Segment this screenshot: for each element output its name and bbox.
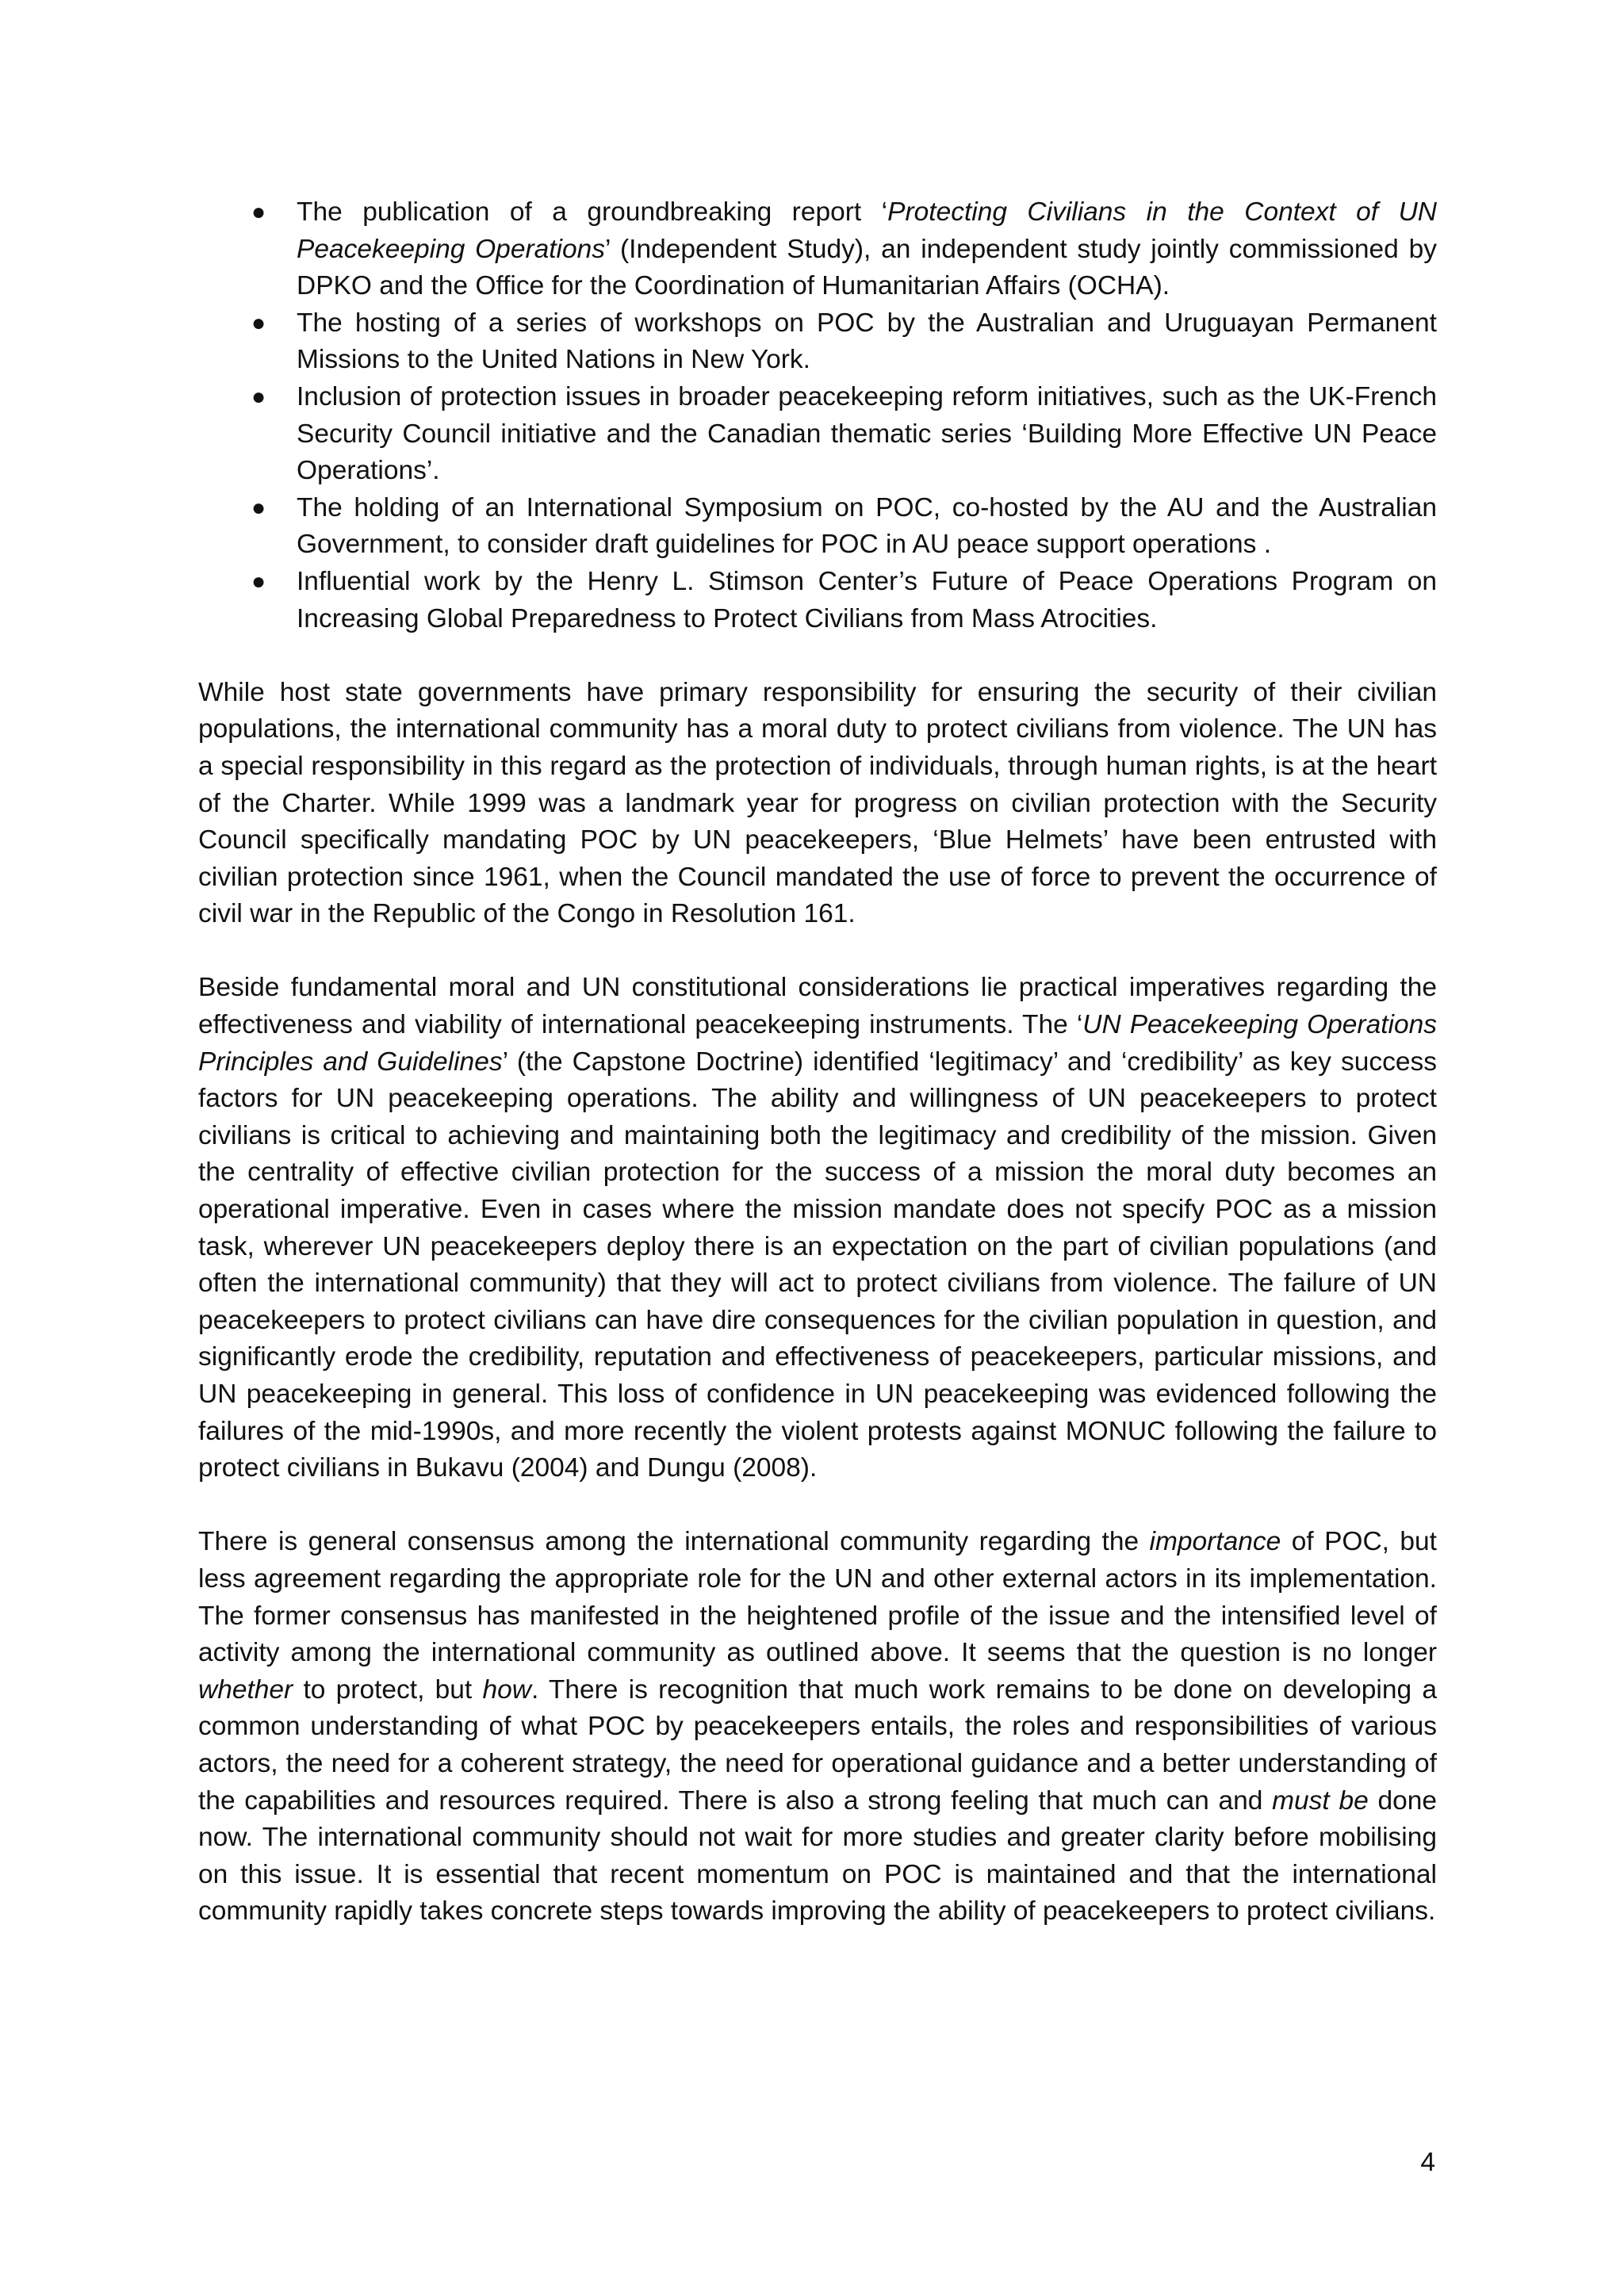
paragraph-text-continued: ’ (the Capstone Doctrine) identified ‘legitimacy’ and ‘credibility’ as key success factors for UN peacekeeping operations. The ability and willingness of UN peacekeepers to protect civilians is critical to achieving and maintaining both the legitimacy and credibility of the mission. Given the centrality of effective civilian protection for the success of a mission the moral duty becomes an operational imperative. Even in cases where the mission mandate does not specify POC as a mission task, wherever UN peacekeepers deploy there is an expectation on the part of civilian populations (and often the international community) that they will act to protect civilians from violence. The failure of UN peacekeepers to protect civilians can have dire consequences for the civilian population in question, and significantly erode the credibility, reputation and effectiveness of peacekeepers, particular missions, and UN peacekeeping in general. This loss of confidence in UN peacekeeping was evidenced following the failures of the mid-1990s, and more recently the violent protests against MONUC following the failure to protect civilians in Bukavu (2004) and Dungu (2008). [198,1047,1437,1483]
paragraph-text: Beside fundamental moral and UN constitutional considerations lie practical imperatives regarding the effectiveness and viability of international peacekeeping instruments. The ‘ [198,973,1437,1040]
page-number: 4 [1420,2148,1435,2177]
paragraph-text: There is general consensus among the international community regarding the [198,1527,1150,1557]
bullet-text: The holding of an International Symposium on POC, co-hosted by the AU and the Australian Government, to consider draft guidelines for POC in AU peace support operations . [297,492,1437,560]
emphasis-importance: importance [1149,1527,1281,1557]
bullet-text: The publication of a groundbreaking report ‘ [297,197,888,227]
paragraph-text: of POC, but less agreement regarding the appropriate role for the UN and other external actors in its implementation. The former consensus has manifested in the heightened profile of the issue and the intensified level of activity among the international community as outlined above. It seems that the question is no longer [198,1527,1437,1668]
paragraph-text: done now. The international community should not wait for more studies and greater clarity before mobilising on this issue. It is essential that recent momentum on POC is maintained and that the international community rapidly takes concrete steps towards improving the ability of peacekeepers to protect civilians. [198,1785,1437,1927]
bullet-icon: ● [251,199,266,225]
initiatives-bullet-list [198,194,1437,637]
bullet-item-symposium [198,490,1437,564]
bullet-icon: ● [251,383,266,410]
bullet-icon: ● [251,494,266,521]
bullet-icon: ● [251,309,266,336]
capstone-doctrine-title: UN Peacekeeping Operations Principles and Guidelines [198,1010,1437,1077]
bullet-item-workshops [198,305,1437,379]
bullet-item-stimson-center [198,564,1437,637]
document-body [198,194,1437,1931]
bullet-icon: ● [251,568,266,595]
paragraph-text: to protect, but [293,1674,483,1705]
emphasis-whether: whether [198,1674,293,1705]
bullet-item-reform-initiatives [198,379,1437,490]
bullet-item-independent-study [198,194,1437,305]
paragraph-host-state-responsibility: While host state governments have primary responsibility for ensuring the security of their civilian populations, the international community has a moral duty to protect civilians from violence. The UN has a special responsibility in this regard as the protection of individuals, through human rights, is at the heart of the Charter. While 1999 was a landmark year for progress on civilian protection with the Security Council specifically mandating POC by UN peacekeepers, ‘Blue Helmets’ have been entrusted with civilian protection since 1961, when the Council mandated the use of force to prevent the occurrence of civil war in the Republic of the Congo in Resolution 161. [198,677,1437,929]
emphasis-must-be: must be [1272,1785,1369,1816]
bullet-text-continued: ’ (Independent Study), an independent study jointly commissioned by DPKO and the Office for the Coordination of Humanitarian Affairs (OCHA). [297,234,1437,301]
paragraph-practical-imperatives [198,970,1437,1487]
bullet-text: The hosting of a series of workshops on POC by the Australian and Uruguayan Permanent Missions to the United Nations in New York. [297,308,1437,375]
bullet-text: Inclusion of protection issues in broader peacekeeping reform initiatives, such as the UK-French Security Council initiative and the Canadian thematic series ‘Building More Effective UN Peace Operations’. [297,381,1437,486]
paragraph-text: . There is recognition that much work remains to be done on developing a common understanding of what POC by peacekeepers entails, the roles and responsibilities of various actors, the need for a coherent strategy, the need for operational guidance and a better understanding of the capabilities and resources required. There is also a strong feeling that much can and [198,1674,1437,1816]
report-title: Protecting Civilians in the Context of UN Peacekeeping Operations [297,197,1437,264]
paragraph-general-consensus [198,1524,1437,1931]
emphasis-how: how [482,1674,531,1705]
bullet-text: Influential work by the Henry L. Stimson Center’s Future of Peace Operations Program on Increasing Global Preparedness to Protect Civilians from Mass Atrocities. [297,566,1437,633]
